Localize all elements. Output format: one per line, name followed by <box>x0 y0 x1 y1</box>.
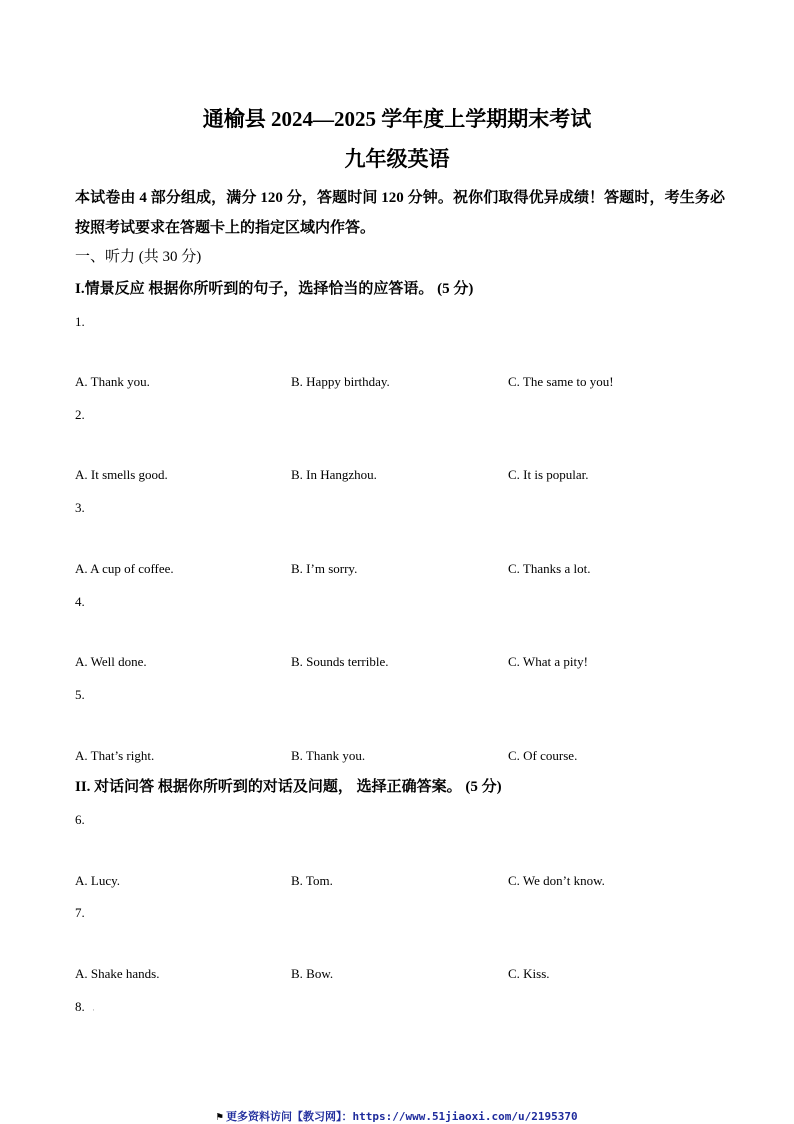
question-number: 5. <box>75 687 85 702</box>
option-a: A. It smells good. <box>75 467 168 482</box>
option-a: A. Lucy. <box>75 873 121 888</box>
question-number: 4. <box>75 594 85 609</box>
option-b: B. I’m sorry. <box>291 561 358 576</box>
section-heading-1: I.情景反应 根据你所听到的句子，选择恰当的应答语。 (5 分) <box>75 281 474 297</box>
question-number: 7. <box>75 905 85 920</box>
option-c: C. It is popular. <box>508 467 589 482</box>
question-number: 3. <box>75 500 85 515</box>
exam-title: 通榆县 2024—2025 学年度上学期期末考试 <box>202 107 592 131</box>
option-c: C. Of course. <box>508 748 578 763</box>
option-a: A. A cup of coffee. <box>75 561 174 576</box>
question-number: 2. <box>75 407 85 422</box>
exam-instructions: 本试卷由 4 部分组成，满分 120 分，答题时间 120 分钟。祝你们取得优异成绩！答题时，考生务必按照考试要求在答题卡上的指定区域内作答。 <box>75 190 725 236</box>
footer-text: 更多资料访问【教习网】：https://www.51jiaoxi.com/u/2195370 <box>225 1110 578 1123</box>
part-heading-listening: 一、听力 (共 30 分) <box>75 249 202 265</box>
option-c: C. What a pity! <box>508 654 588 669</box>
question-number: 6. <box>75 812 85 827</box>
option-c: C. Thanks a lot. <box>508 561 591 576</box>
option-c: C. Kiss. <box>508 966 550 981</box>
section-heading-2: II. 对话问答 根据你所听到的对话及问题， 选择正确答案。 (5 分) <box>75 779 502 795</box>
exam-subtitle: 九年级英语 <box>344 147 450 171</box>
flag-icon: ⚑ <box>216 1110 223 1123</box>
option-a: A. Well done. <box>75 654 147 669</box>
option-a: A. That’s right. <box>75 748 155 763</box>
option-c: C. We don’t know. <box>508 873 605 888</box>
option-c: C. The same to you! <box>508 374 614 389</box>
option-b: B. Sounds terrible. <box>291 654 389 669</box>
question-number: 1. <box>75 314 85 329</box>
scan-dot: · <box>92 1005 95 1015</box>
option-b: B. Tom. <box>291 873 333 888</box>
option-b: B. Thank you. <box>291 748 366 763</box>
option-b: B. Bow. <box>291 966 334 981</box>
footer-link[interactable] <box>0 1108 794 1124</box>
question-number: 8. <box>75 999 85 1014</box>
option-b: B. Happy birthday. <box>291 374 390 389</box>
option-a: A. Thank you. <box>75 374 150 389</box>
option-b: B. In Hangzhou. <box>291 467 377 482</box>
option-a: A. Shake hands. <box>75 966 160 981</box>
